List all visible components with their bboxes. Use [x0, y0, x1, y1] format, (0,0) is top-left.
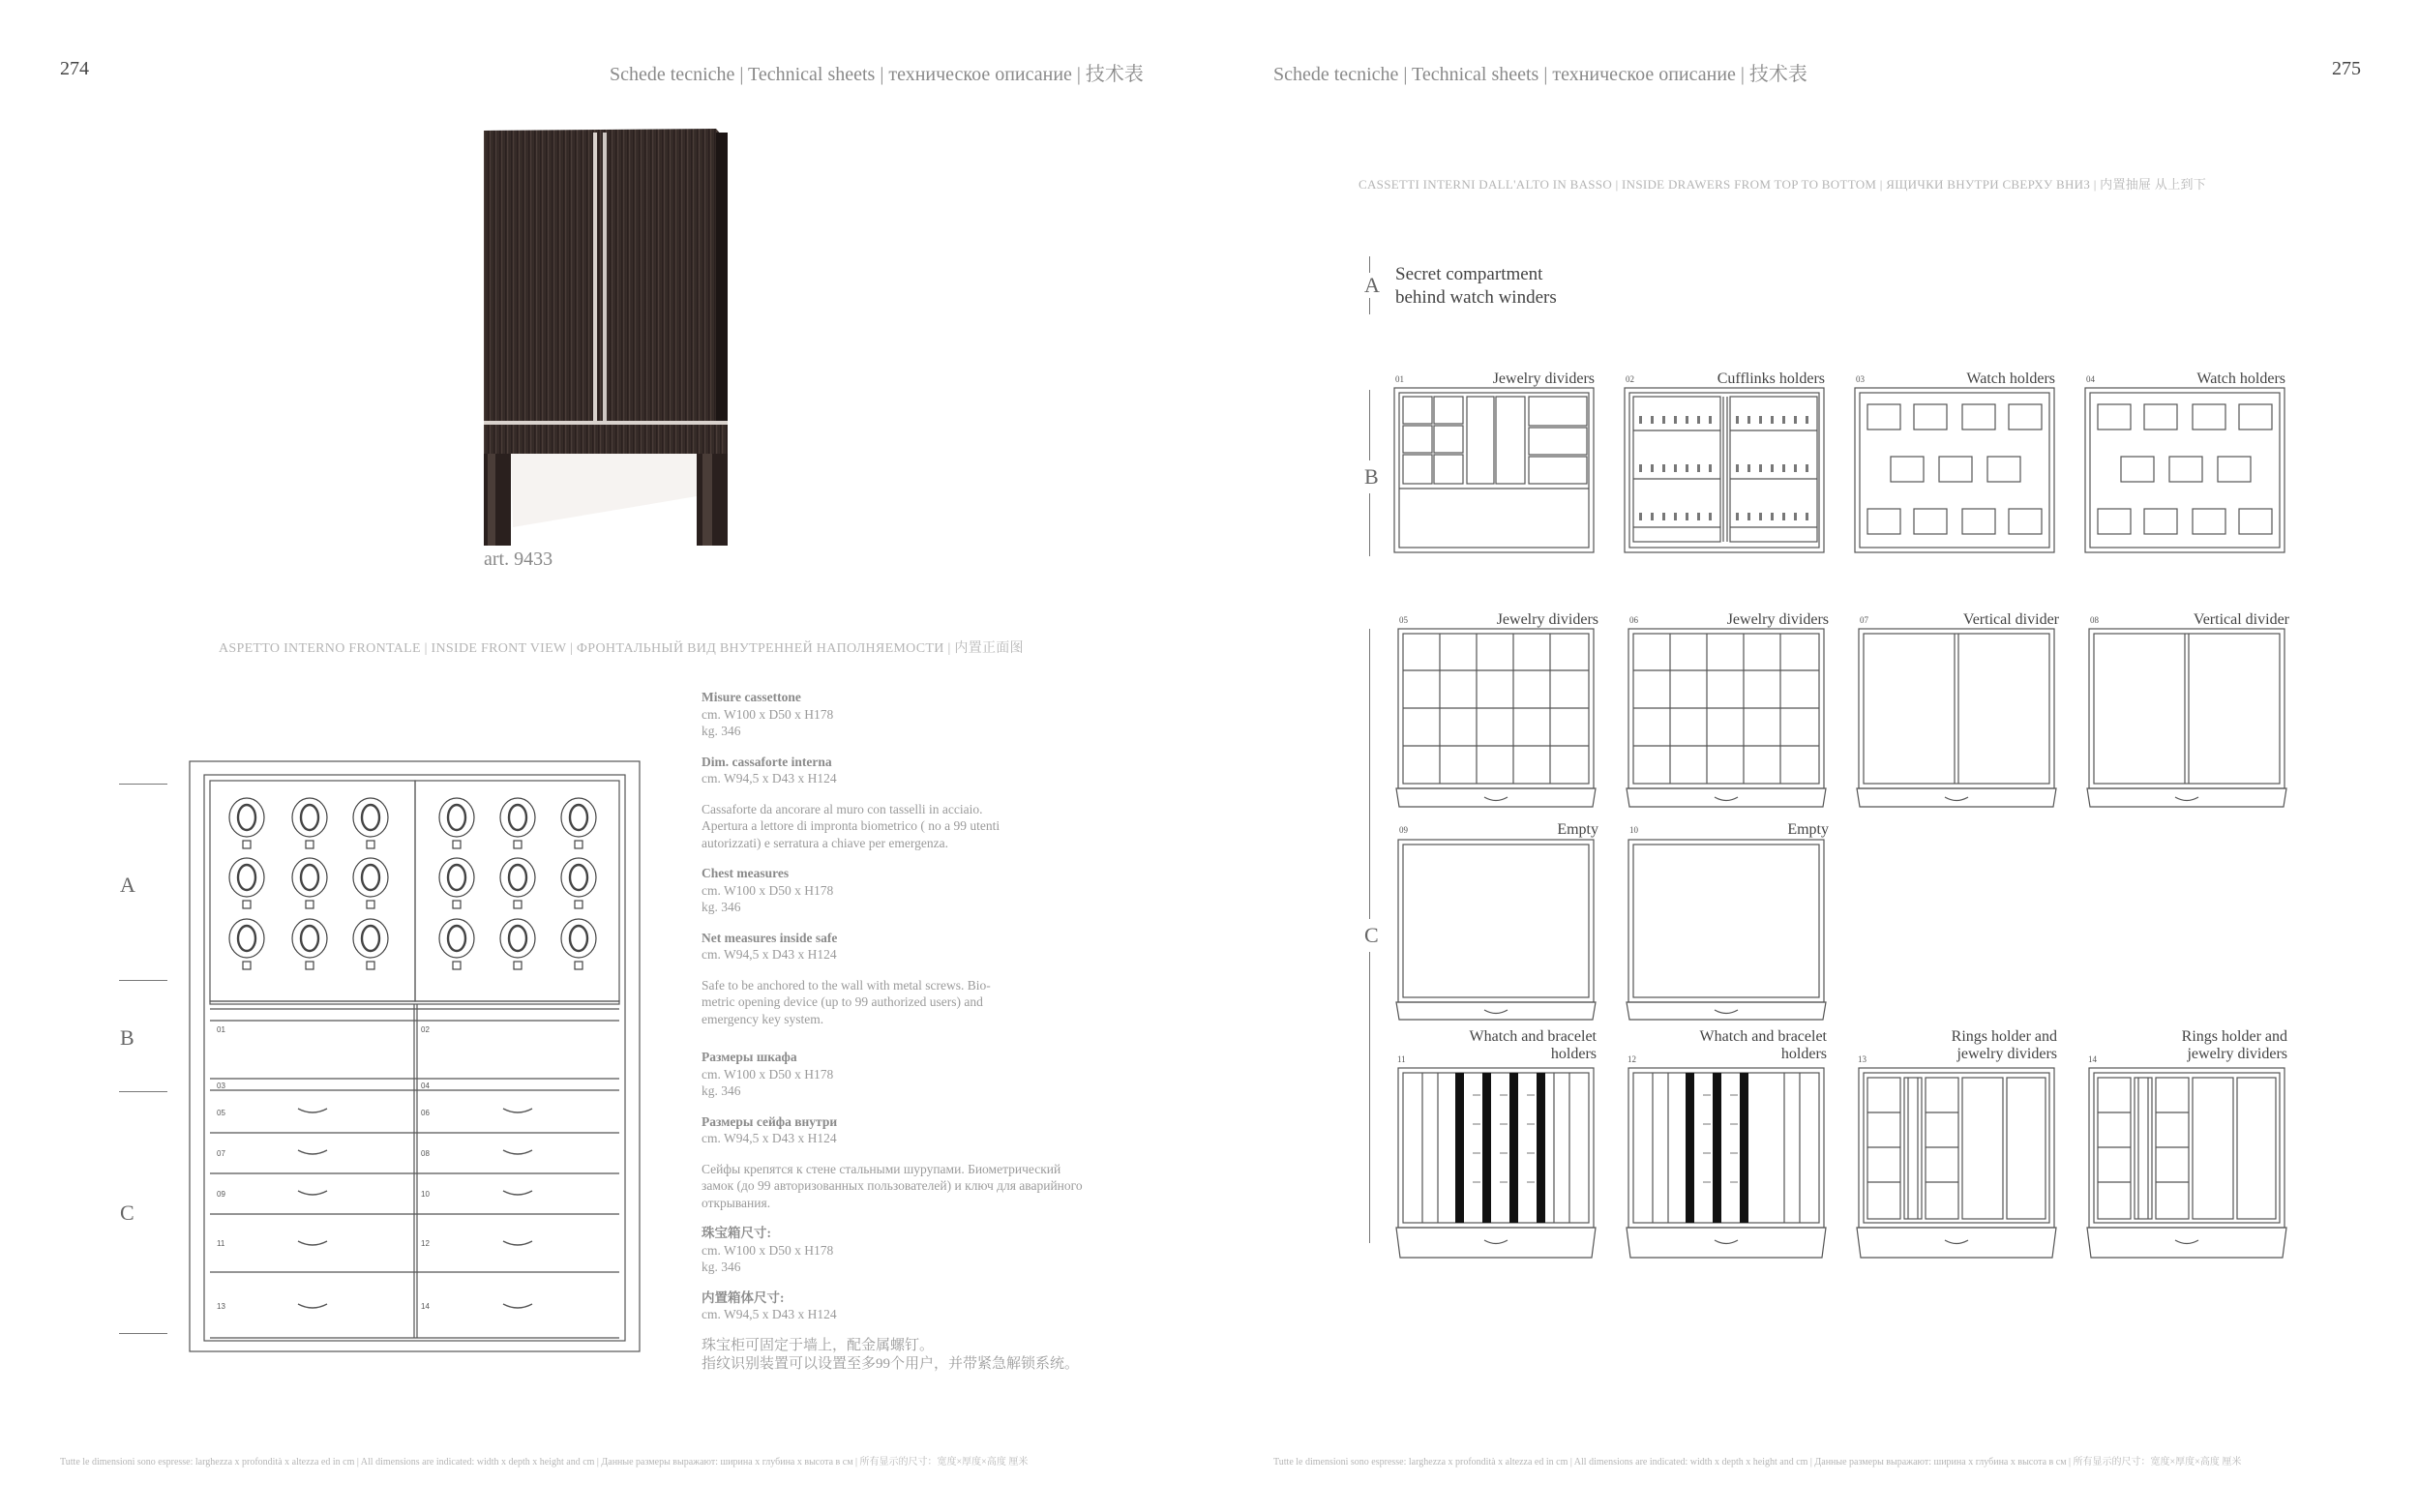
drawer-card-number: 05	[1399, 615, 1408, 625]
spec-line: cm. W100 x D50 x H178	[702, 1066, 834, 1082]
right-page-footer: Tutte le dimensioni sono espresse: larghezza x profondità x altezza ed in cm | All dimensions are indicated: width x depth x height and cm | Данные размеры выражают: ширина x глубина x высота в см | 所有显示的尺寸：宽度×厚度×高度 厘米	[1273, 1457, 2242, 1468]
right-section-title: CASSETTI INTERNI DALL'ALTO IN BASSO | INSIDE DRAWERS FROM TOP TO BOTTOM | ЯЩИЧКИ ВНУТРИ СВЕРХУ ВНИЗ | 内置抽屉 从上到下	[1359, 177, 2207, 192]
spec-line: Cassaforte da ancorare al muro con tasselli in acciaio.	[702, 801, 983, 816]
drawer-card-title-line: Whatch and bracelet	[1469, 1028, 1597, 1045]
spec-line: 指纹识别装置可以设置至多99个用户，并带紧急解锁系统。	[702, 1355, 1080, 1372]
spec-line: kg. 346	[702, 1260, 741, 1274]
spec-paragraph	[702, 1337, 1156, 1374]
spec-block	[702, 865, 1156, 916]
specifications-list	[702, 689, 1156, 1387]
drawer-card-title: Empty	[1787, 821, 1829, 838]
spec-title: Размеры сейфа внутри	[702, 1113, 838, 1129]
drawer-card-title-line: holders	[1780, 1046, 1827, 1062]
drawer-card-title: Vertical divider	[2193, 611, 2289, 628]
group-letter-a: A	[1364, 273, 1380, 297]
drawer-card-title: Watch holders	[1966, 371, 2055, 387]
drawer-card-title-line: Rings holder and	[1951, 1028, 2057, 1045]
spec-title: Net measures inside safe	[702, 930, 838, 945]
drawer-14-rings-holder-drawing	[2086, 1066, 2289, 1264]
spec-block	[702, 1290, 1156, 1323]
drawer-card-number: 03	[1856, 374, 1865, 384]
section-letter-b: B	[120, 1025, 134, 1050]
drawer-09-empty-drawing	[1395, 838, 1598, 1023]
drawer-card-number: 07	[1860, 615, 1868, 625]
drawer-card-number: 12	[1628, 1054, 1636, 1064]
drawer-card-title-line: Whatch and bracelet	[1699, 1028, 1827, 1045]
spec-line: замок (до 99 авторизованных пользователей) и ключ для аварийного	[702, 1178, 1083, 1193]
drawer-card-number: 13	[1858, 1054, 1867, 1064]
drawer-card-title-line: jewelry dividers	[2187, 1046, 2287, 1062]
spec-block	[702, 1049, 1156, 1100]
spec-title: 内置箱体尺寸:	[702, 1290, 785, 1305]
drawer-number: 05	[217, 1109, 225, 1117]
drawer-card-title-line: Rings holder and	[2181, 1028, 2287, 1045]
section-letter-c: C	[120, 1201, 134, 1225]
drawer-number: 06	[421, 1109, 430, 1117]
drawer-04-watch-holders-drawing	[2084, 387, 2287, 556]
drawer-number-labels	[217, 1025, 430, 1311]
drawer-01-jewelry-dividers-drawing	[1393, 387, 1597, 556]
drawer-number: 14	[421, 1302, 430, 1311]
spec-block	[702, 1225, 1156, 1276]
spec-paragraph	[702, 1161, 1156, 1212]
drawer-number: 01	[217, 1025, 225, 1034]
inside-front-view-drawing	[189, 759, 643, 1354]
drawer-02-cufflinks-holders-drawing	[1624, 387, 1827, 556]
drawer-card-number: 01	[1395, 374, 1404, 384]
right-page-header: Schede tecniche | Technical sheets | техническое описание | 技术表	[1273, 64, 1807, 85]
drawer-card-title: Vertical divider	[1962, 611, 2059, 628]
spec-block	[702, 689, 1156, 740]
spec-title: Misure cassettone	[702, 690, 801, 704]
drawer-number: 03	[217, 1082, 225, 1090]
section-guide-line	[119, 1333, 167, 1334]
drawer-06-jewelry-dividers-drawing	[1626, 627, 1829, 811]
left-section-title: ASPETTO INTERNO FRONTALE | INSIDE FRONT VIEW | ФРОНТАЛЬНЫЙ ВИД ВНУТРЕННЕЙ НАПОЛНЯЕМОСТИ | 内置正面图	[219, 641, 1024, 656]
drawer-card-title: Empty	[1557, 821, 1598, 838]
drawer-number: 08	[421, 1149, 430, 1158]
drawer-card-title: Jewelry dividers	[1496, 611, 1598, 628]
drawer-card-number: 09	[1399, 825, 1408, 835]
section-guide-line	[119, 980, 167, 981]
spec-line: emergency key system.	[702, 1011, 824, 1026]
section-letter-a: A	[120, 873, 135, 897]
drawer-03-watch-holders-drawing	[1854, 387, 2057, 556]
spec-line: autorizzati) e serratura a chiave per emergenza.	[702, 835, 948, 850]
spec-line: cm. W94,5 x D43 x H124	[702, 947, 837, 962]
drawer-card-title	[1397, 1028, 1597, 1063]
spec-line: cm. W100 x D50 x H178	[702, 882, 834, 898]
right-page-number: 275	[2332, 58, 2361, 79]
spec-paragraph	[702, 977, 1156, 1028]
drawer-card-title: Jewelry dividers	[1492, 371, 1595, 387]
section-guide-line	[119, 784, 167, 785]
drawer-number: 11	[217, 1239, 225, 1248]
drawer-12-watch-bracelet-holders-drawing	[1626, 1066, 1829, 1264]
drawer-card-number: 10	[1629, 825, 1638, 835]
spec-block	[702, 1113, 1156, 1147]
spec-line: Safe to be anchored to the wall with metal screws. Bio-	[702, 977, 991, 993]
spec-line: cm. W94,5 x D43 x H124	[702, 1131, 837, 1145]
art-number-label: art. 9433	[484, 548, 553, 570]
section-guide-line	[119, 1091, 167, 1092]
spec-line: kg. 346	[702, 724, 741, 738]
drawer-card-number: 06	[1629, 615, 1638, 625]
spec-title: 珠宝箱尺寸:	[702, 1226, 771, 1240]
drawer-card-title-line: jewelry dividers	[1956, 1046, 2057, 1062]
spec-line: Apertura a lettore di impronta biometrico ( no a 99 utenti	[702, 818, 1000, 833]
spec-line: Сейфы крепятся к стене стальными шурупами. Биометрический	[702, 1161, 1061, 1176]
spec-line: открывания.	[702, 1195, 771, 1210]
drawer-number: 07	[217, 1149, 225, 1158]
spec-line: 珠宝柜可固定于墙上，配金属螺钉。	[702, 1337, 935, 1353]
drawer-card-title: Jewelry dividers	[1726, 611, 1829, 628]
spec-line: cm. W100 x D50 x H178	[702, 1242, 834, 1258]
drawer-number: 10	[421, 1190, 430, 1199]
spec-title: Dim. cassaforte interna	[702, 754, 832, 769]
drawer-card-number: 11	[1397, 1054, 1406, 1064]
drawer-07-vertical-divider-drawing	[1856, 627, 2059, 811]
spec-title: Chest measures	[702, 866, 790, 880]
drawer-number: 09	[217, 1190, 225, 1199]
cabinet-product-image	[474, 121, 745, 576]
drawer-card-number: 02	[1626, 374, 1634, 384]
drawer-card-title: Cufflinks holders	[1717, 371, 1825, 387]
drawer-10-empty-drawing	[1626, 838, 1829, 1023]
spec-line: kg. 346	[702, 900, 741, 914]
drawer-card-title	[2088, 1028, 2287, 1063]
drawer-13-rings-holder-drawing	[1856, 1066, 2059, 1264]
drawer-card-title: Watch holders	[2196, 371, 2285, 387]
spec-line: cm. W100 x D50 x H178	[702, 706, 834, 722]
spec-line: cm. W94,5 x D43 x H124	[702, 771, 837, 786]
group-a-line: Secret compartment	[1395, 264, 1543, 284]
left-page-footer: Tutte le dimensioni sono espresse: larghezza x profondità x altezza ed in cm | All dimensions are indicated: width x depth x height and cm | Данные размеры выражают: ширина x глубина x высота в см | 所有显示的尺寸：宽度×厚度×高度 厘米	[60, 1457, 1029, 1468]
spec-block	[702, 930, 1156, 964]
spec-title: Размеры шкафа	[702, 1050, 797, 1064]
drawer-card-number: 08	[2090, 615, 2099, 625]
drawer-card-title	[1858, 1028, 2057, 1063]
drawer-card-number: 14	[2088, 1054, 2097, 1064]
drawer-number: 12	[421, 1239, 430, 1248]
spec-line: kg. 346	[702, 1083, 741, 1098]
drawer-05-jewelry-dividers-drawing	[1395, 627, 1598, 811]
left-page-header: Schede tecniche | Technical sheets | техническое описание | 技术表	[610, 64, 1144, 85]
drawer-11-watch-bracelet-holders-drawing	[1395, 1066, 1598, 1264]
spec-paragraph	[702, 801, 1156, 852]
group-a-description	[1395, 263, 1557, 310]
left-page-number: 274	[60, 58, 89, 79]
group-a-line: behind watch winders	[1395, 287, 1557, 308]
drawer-08-vertical-divider-drawing	[2086, 627, 2289, 811]
spec-block	[702, 754, 1156, 787]
group-letter-b: B	[1363, 460, 1380, 493]
spec-line: cm. W94,5 x D43 x H124	[702, 1307, 837, 1321]
drawer-card-number: 04	[2086, 374, 2095, 384]
drawer-number: 13	[217, 1302, 225, 1311]
spec-line: metric opening device (up to 99 authorized users) and	[702, 994, 983, 1009]
drawer-card-title	[1628, 1028, 1827, 1063]
group-letter-c: C	[1363, 919, 1380, 952]
drawer-number: 04	[421, 1082, 430, 1090]
drawer-card-title-line: holders	[1550, 1046, 1597, 1062]
drawer-number: 02	[421, 1025, 430, 1034]
